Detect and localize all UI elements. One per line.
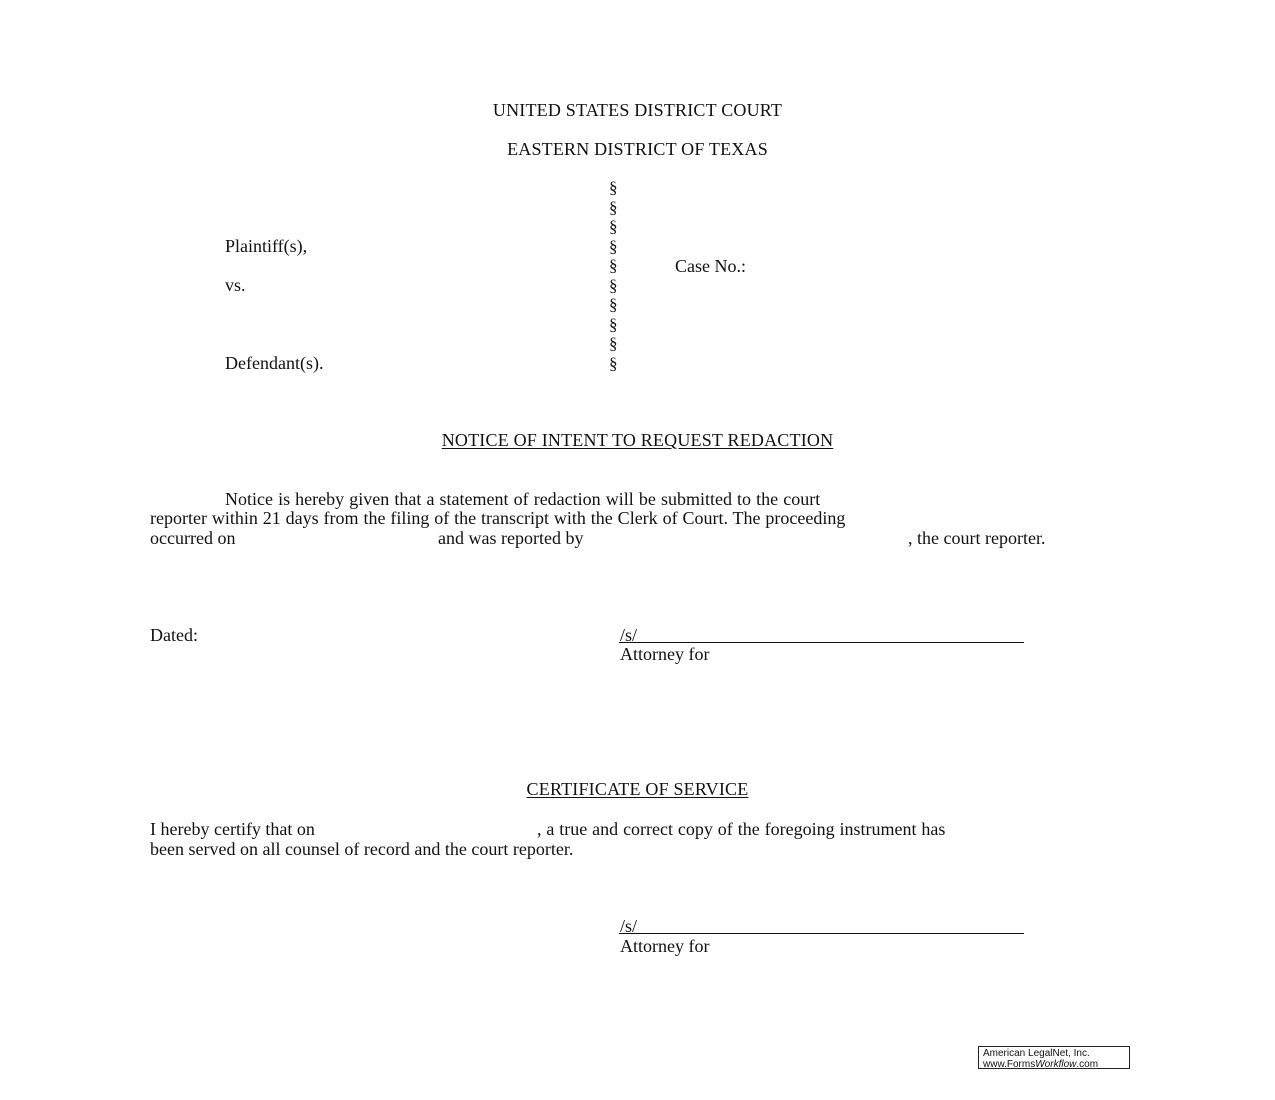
notice-court-reporter: , the court reporter.	[908, 528, 1046, 548]
attorney-for-label: Attorney for	[620, 644, 710, 664]
court-district: EASTERN DISTRICT OF TEXAS	[507, 139, 768, 159]
signature-line	[619, 642, 1024, 643]
section-mark: §	[609, 197, 618, 217]
notice-title	[0, 430, 1275, 450]
case-number-label: Case No.:	[675, 256, 746, 276]
attorney-for-label: Attorney for	[620, 936, 710, 956]
notice-reported-by: and was reported by	[438, 528, 584, 548]
publisher-url-italic: Workflow	[1035, 1059, 1077, 1070]
section-mark: §	[609, 217, 618, 236]
plaintiff-label: Plaintiff(s),	[225, 236, 308, 256]
section-mark: §	[609, 334, 618, 353]
notice-line-2: reporter within 21 days from the filing of the transcript with the Clerk of Court. The proceeding	[150, 508, 846, 528]
section-mark: §	[609, 256, 618, 275]
dated-label: Dated:	[150, 625, 198, 645]
certificate-title-text: CERTIFICATE OF SERVICE	[526, 779, 749, 799]
notice-occurred-on: occurred on	[150, 528, 236, 548]
section-mark: §	[609, 353, 618, 373]
certificate-line-2: been served on all counsel of record and the court reporter.	[150, 839, 574, 859]
notice-line-1: Notice is hereby given that a statement of redaction will be submitted to the court	[225, 489, 821, 509]
publisher-url	[983, 1059, 1125, 1070]
certificate-title	[0, 779, 1275, 799]
section-mark: §	[609, 295, 618, 314]
publisher-url-prefix: www.Forms	[983, 1059, 1036, 1070]
publisher-name: American LegalNet, Inc.	[983, 1048, 1090, 1059]
vs-label: vs.	[225, 275, 246, 295]
section-mark: §	[609, 314, 618, 334]
notice-title-text: NOTICE OF INTENT TO REQUEST REDACTION	[441, 430, 834, 450]
section-mark: §	[609, 178, 618, 197]
section-mark: §	[609, 236, 618, 256]
publisher-stamp	[978, 1046, 1130, 1069]
certificate-true-copy: , a true and correct copy of the foregoing instrument has	[537, 819, 946, 839]
certificate-certify-on: I hereby certify that on	[150, 819, 315, 839]
signature-line	[619, 933, 1024, 934]
signature-prefix: /s/	[620, 625, 638, 645]
publisher-url-suffix: .com	[1076, 1059, 1099, 1070]
section-divider	[609, 178, 623, 373]
signature-prefix: /s/	[620, 916, 638, 936]
court-name: UNITED STATES DISTRICT COURT	[492, 100, 783, 120]
defendant-label: Defendant(s).	[225, 353, 324, 373]
section-mark: §	[609, 275, 618, 295]
